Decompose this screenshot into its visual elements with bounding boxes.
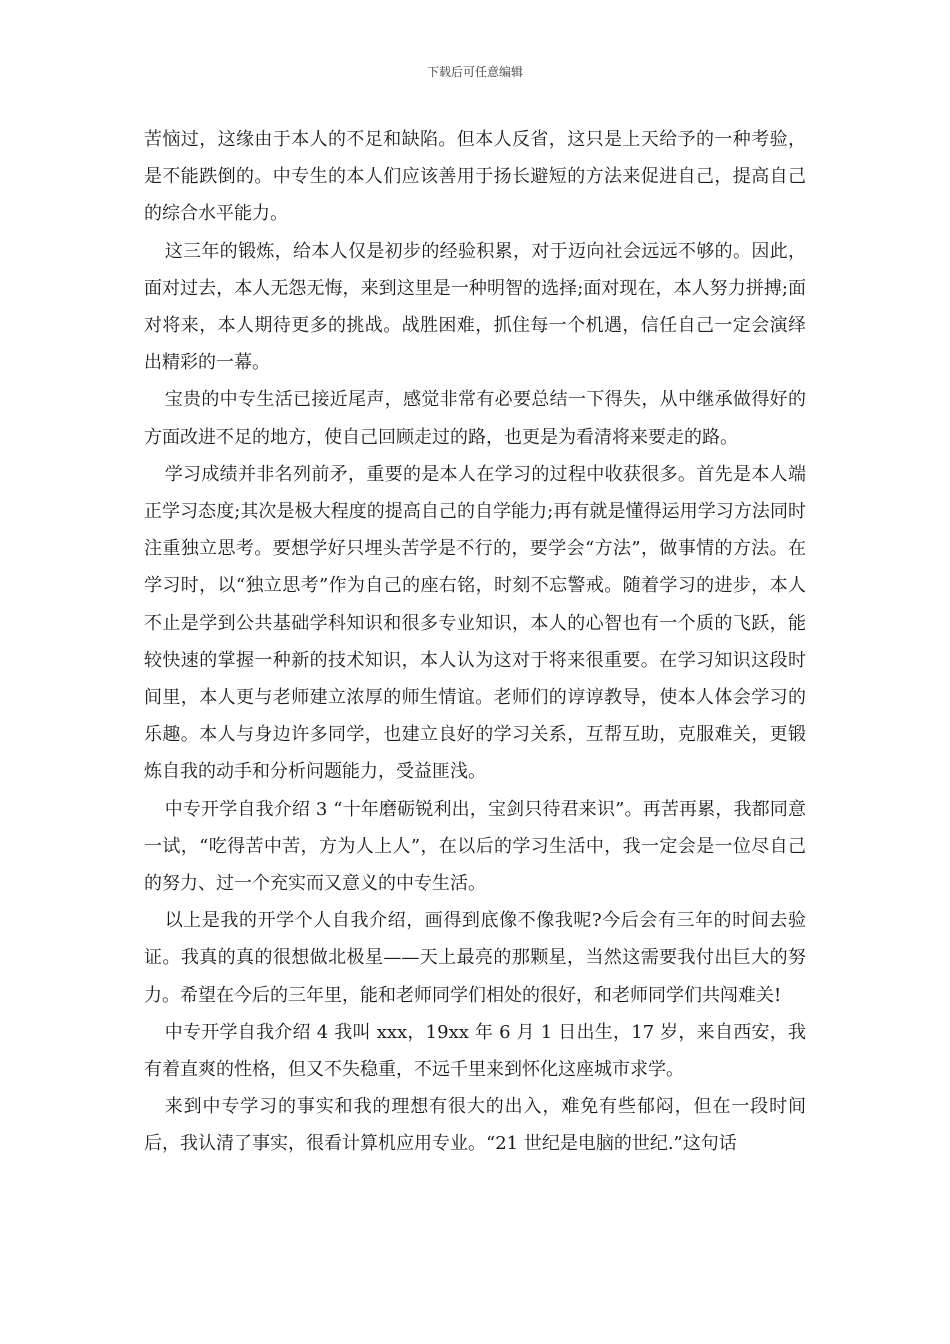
paragraph: 来到中专学习的事实和我的理想有很大的出入，难免有些郁闷，但在一段时间后，我认清了事实，很看计算机应用专业。“21 世纪是电脑的世纪.”这句话 bbox=[144, 1096, 806, 1155]
paragraph: 中专开学自我介绍 3 “十年磨砺锐利出，宝剑只待君来识”。再苦再累，我都同意一试，“吃得苦中苦，方为人上人”，在以后的学习生活中，我一定会是一位尽自己的努力、过一个充实而又意义的中专生活。 bbox=[144, 798, 806, 895]
paragraph: 宝贵的中专生活已接近尾声，感觉非常有必要总结一下得失，从中继承做得好的方面改进不足的地方，使自己回顾走过的路，也更是为看清将来要走的路。 bbox=[144, 389, 806, 448]
paragraph: 中专开学自我介绍 4 我叫 xxx，19xx 年 6 月 1 日出生，17 岁，来自西安，我有着直爽的性格，但又不失稳重，不远千里来到怀化这座城市求学。 bbox=[144, 1021, 806, 1081]
paragraph: 这三年的锻炼，给本人仅是初步的经验积累，对于迈向社会远远不够的。因此，面对过去，本人无怨无悔，来到这里是一种明智的选择;面对现在，本人努力拼搏;面对将来，本人期待更多的挑战。战胜困难，抓住每一个机遇，信任自己一定会演绎出精彩的一幕。 bbox=[144, 240, 806, 374]
document-body bbox=[144, 121, 806, 1163]
page-header-note: 下载后可任意编辑 bbox=[426, 65, 523, 79]
paragraph: 苦恼过，这缘由于本人的不足和缺陷。但本人反省，这只是上天给予的一种考验，是不能跌倒的。中专生的本人们应该善用于扬长避短的方法来促进自己，提高自己的综合水平能力。 bbox=[144, 129, 806, 225]
paragraph: 学习成绩并非名列前矛，重要的是本人在学习的过程中收获很多。首先是本人端正学习态度;其次是极大程度的提高自己的自学能力;再有就是懂得运用学习方法同时注重独立思考。要想学好只埋头苦学是不行的，要学会“方法”，做事情的方法。在学习时，以“独立思考”作为自己的座右铭，时刻不忘警戒。随着学习的进步，本人不止是学到公共基础学科知识和很多专业知识，本人的心智也有一个质的飞跃，能较快速的掌握一种新的技术知识，本人认为这对于将来很重要。在学习知识这段时间里，本人更与老师建立浓厚的师生情谊。老师们的谆谆教导，使本人体会学习的乐趣。本人与身边许多同学，也建立良好的学习关系，互帮互助，克服难关，更锻炼自我的动手和分析问题能力，受益匪浅。 bbox=[144, 463, 807, 783]
paragraph: 以上是我的开学个人自我介绍，画得到底像不像我呢?今后会有三年的时间去验证。我真的真的很想做北极星——天上最亮的那颗星，当然这需要我付出巨大的努力。希望在今后的三年里，能和老师同学们相处的很好，和老师同学们共闯难关! bbox=[144, 910, 806, 1006]
